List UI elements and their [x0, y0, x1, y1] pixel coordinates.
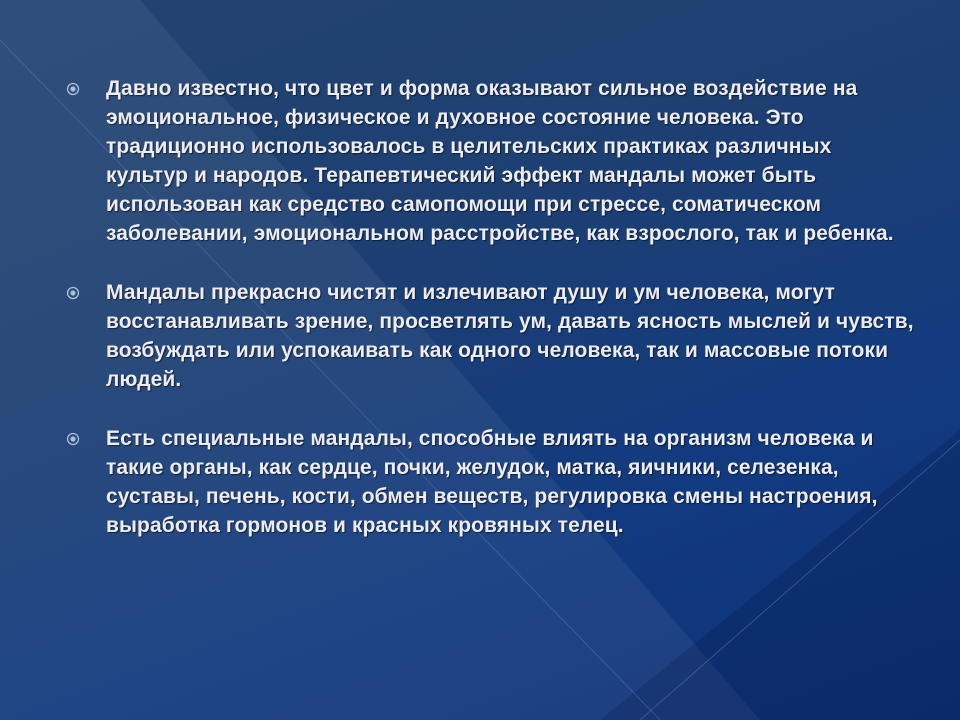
- circle-bullet-icon: [66, 82, 80, 96]
- circle-bullet-icon: [66, 432, 80, 446]
- circle-bullet-icon: [66, 286, 80, 300]
- bullet-text: Есть специальные мандалы, способные влиять на организм человека и такие органы, как сердце, почки, желудок, матка, яичники, селезенка, суставы, печень, кости, обмен веществ, регулировка смены настроения, выработка гормонов и красных кровяных телец.: [106, 427, 878, 537]
- bullet-item: [66, 74, 916, 248]
- bullet-list: [66, 74, 916, 540]
- bullet-text: Давно известно, что цвет и форма оказывают сильное воздействие на эмоциональное, физическое и духовное состояние человека. Это традиционно использовалось в целительских практиках различных культур и народов. Терапевтический эффект мандалы может быть использован как средство самопомощи при стрессе, соматическом заболевании, эмоциональном расстройстве, как взрослого, так и ребенка.: [106, 77, 894, 245]
- bullet-text: Мандалы прекрасно чистят и излечивают душу и ум человека, могут восстанавливать зрение, просветлять ум, давать ясность мыслей и чувств, возбуждать или успокаивать как одного человека, так и массовые потоки людей.: [106, 281, 914, 391]
- bullet-item: [66, 278, 916, 394]
- bullet-item: [66, 424, 916, 540]
